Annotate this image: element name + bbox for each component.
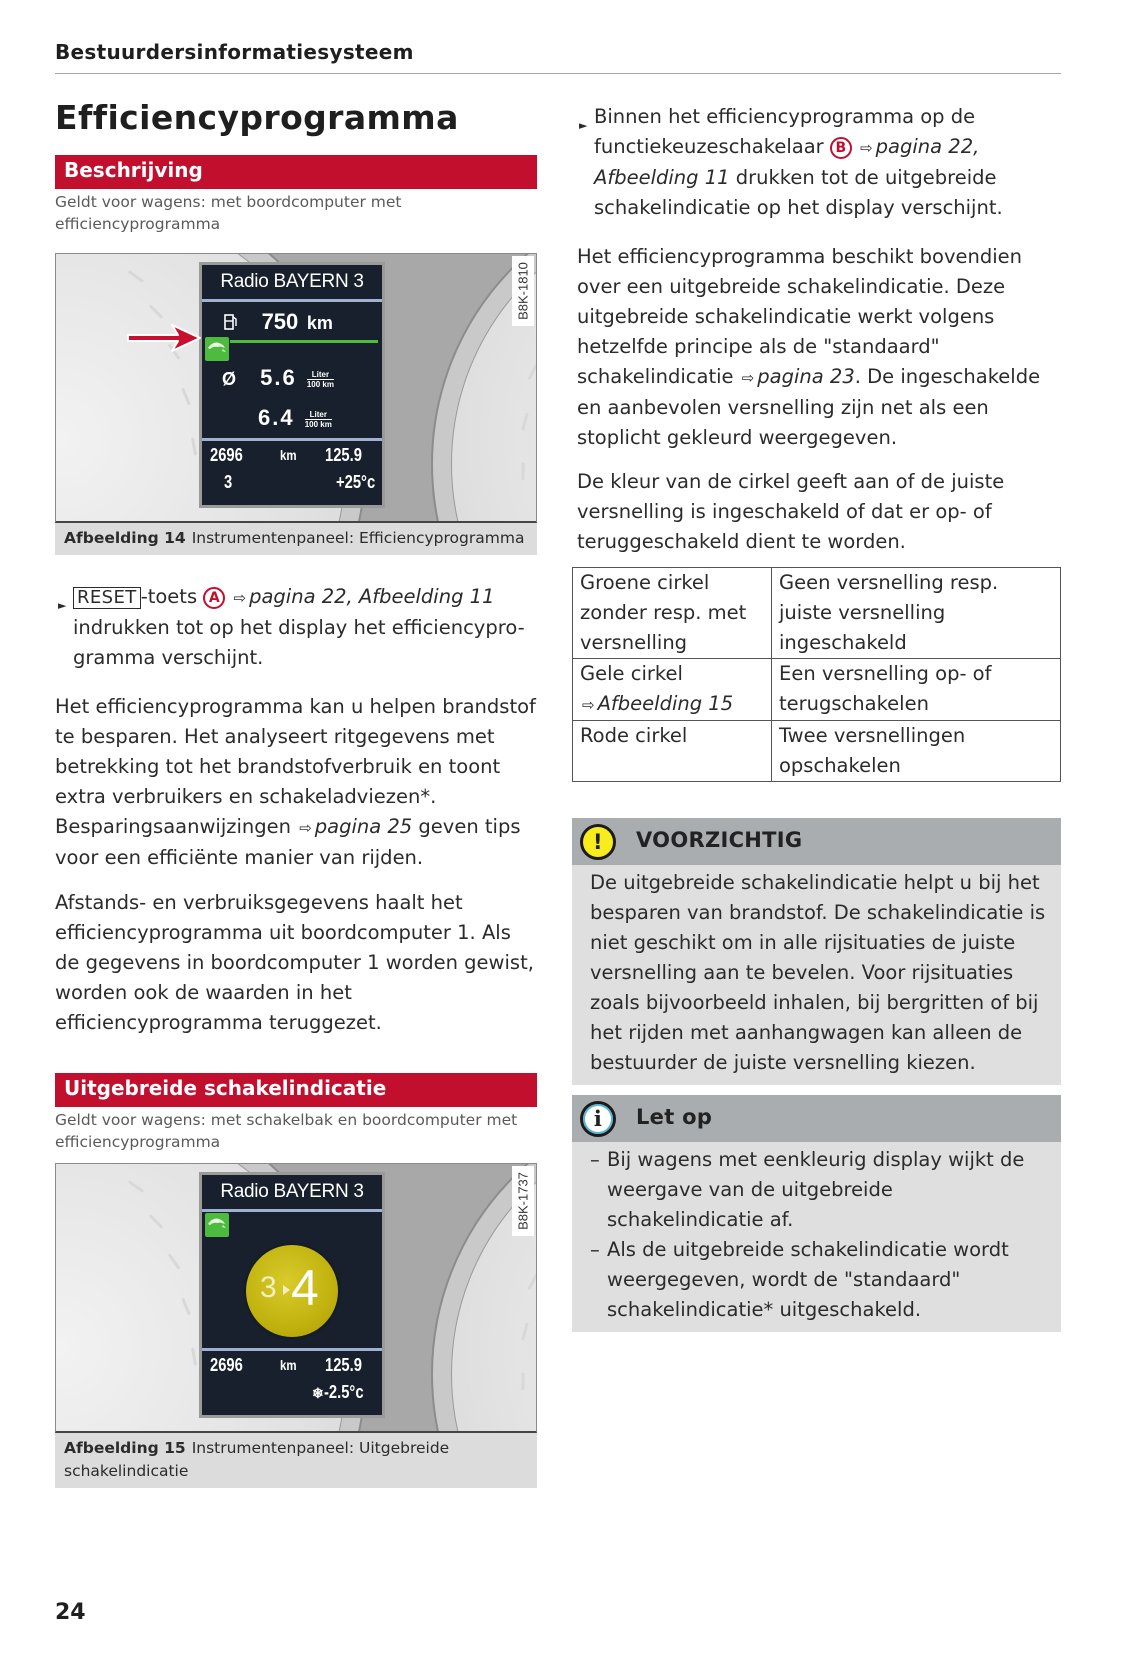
avg-consumption-row	[222, 365, 334, 391]
driver-info-display	[202, 1175, 382, 1415]
paragraph-extended-indicator: Het efficiencyprogramma beschikt bovendien over een uitgebreide schakelindicatie. Deze uitgebreide schakelindicatie werkt volgens hetzelfde principe als de "standaard" schakelindicatie ⇨ pagina 23. De ingeschakelde en aanbevolen versnelling zijn net als een stoplicht gekleurd weergegeven.	[577, 245, 1041, 449]
reference-arrow-icon: ⇨	[741, 369, 755, 387]
caution-header	[572, 818, 1061, 865]
reset-key: RESET	[73, 587, 141, 609]
display-divider	[202, 438, 382, 441]
gear-to: 4	[291, 1260, 319, 1316]
outside-temperature: +25°c	[336, 472, 376, 492]
outside-temperature: -2.5°c	[323, 1382, 364, 1402]
page-reference-link[interactable]: ⇨ pagina 22, Afbeelding 11	[594, 135, 980, 189]
driver-info-display-frame	[199, 262, 385, 508]
table-row	[573, 721, 1061, 782]
running-head: Bestuurdersinformatiesysteem	[55, 40, 1061, 74]
odometer-value: 2696	[210, 1355, 243, 1375]
note-title: Let op	[636, 1105, 713, 1129]
caution-title: VOORZICHTIG	[636, 828, 803, 852]
range-value: 750	[261, 309, 299, 334]
indicator-cell: Groene cirkel zonder resp. met versnelling	[573, 568, 772, 659]
consumption-unit: $\frac{\text{Liter}}{100 km}$	[304, 409, 332, 429]
red-pointer-arrow-icon	[126, 320, 204, 356]
shift-arrow-icon	[283, 1285, 290, 1295]
note-list	[572, 1142, 1061, 1332]
figure-caption	[55, 523, 537, 555]
bullet-triangle-icon: ►	[58, 599, 67, 612]
indicator-cell: Gele cirkel ⇨ Afbeelding 15	[573, 659, 772, 721]
reset-step: ► RESET -toets A ⇨ pagina 22, Afbeelding 11 indrukken tot op het display het efficiencypro- gramma verschijnt.	[58, 585, 525, 669]
callout-b: B	[830, 137, 852, 159]
paragraph-circle-color: De kleur van de cirkel geeft aan of de juiste versnelling is ingeschakeld of dat er op- of teruggeschakeld dient te worden.	[577, 470, 1005, 553]
odometer-unit: km	[280, 447, 297, 463]
driver-info-display	[202, 265, 382, 505]
section-heading-beschrijving: Beschrijving	[55, 155, 537, 189]
paragraph-efficiency-intro: Het efficiencyprogramma kan u helpen brandstof te besparen. Het analyseert ritgegevens met betrekking tot het brandstofverbruik en toont extra verbruikers en schakeladviezen*. Besparingsaanwijzingen ⇨ pagina 25 geven tips voor een efficiënte manier van rijden.	[55, 695, 536, 869]
applies-note: Geldt voor wagens: met boordcomputer met efficiencyprogramma	[55, 193, 402, 233]
radio-station: Radio BAYERN 3	[220, 271, 364, 292]
dolphin-eco-icon	[205, 1213, 229, 1237]
note-box	[572, 1095, 1061, 1332]
caution-text: De uitgebreide schakelindicatie helpt u bij het besparen van brandstof. De schakelindicatie is niet geschikt om in alle rijsituaties de juiste versnelling aan te bevelen. Voor rijsituaties zoals bijvoorbeeld inhalen, bij bergritten of bij het rijden met aanhangwagen kan alleen de bestuurder de juiste versnelling kiezen.	[590, 871, 1046, 1074]
figure-reference-link[interactable]: ⇨ Afbeelding 15	[582, 692, 734, 715]
function-selector-step: ► Binnen het efficiencyprogramma op de functiekeuzeschakelaar B ⇨ pagina 22, Afbeelding 11 drukken tot de uitgebreide schakelindicatie op het display verschijnt.	[579, 105, 1003, 219]
range-row	[224, 309, 333, 337]
figure-15	[55, 1163, 537, 1488]
reference-arrow-icon: ⇨	[582, 696, 595, 714]
display-divider	[202, 299, 382, 302]
avg-consumption-value: 5.6	[260, 365, 297, 390]
caption-label: Afbeelding 14	[64, 529, 186, 547]
current-consumption-value: 6.4	[258, 405, 295, 430]
indicator-cell: Rode cirkel	[573, 721, 772, 782]
section-heading-uitgebreide-schakelindicatie: Uitgebreide schakelindicatie	[55, 1073, 537, 1107]
gear-temp-row	[224, 472, 384, 493]
meaning-cell: Een versnelling op- of terugschakelen	[772, 659, 1061, 721]
consumption-unit: $\frac{\text{Liter}}{100 km}$	[306, 369, 334, 389]
odometer-value: 2696	[210, 445, 243, 465]
paragraph-data-source: Afstands- en verbruiksgegevens haalt het efficiencyprogramma uit boordcomputer 1. Als de gegevens in boordcomputer 1 worden gewist, worden ook de waarden in het efficiencyprogramma teruggezet.	[55, 891, 534, 1034]
gear-shift-circle	[246, 1245, 338, 1337]
page-reference-link[interactable]: ⇨ pagina 22, Afbeelding 11	[233, 585, 495, 608]
odometer-unit: km	[280, 1357, 297, 1373]
bullet-triangle-icon: ►	[579, 119, 588, 132]
circle-color-table	[572, 567, 1061, 782]
meaning-cell: Geen versnelling resp. juiste versnelling ingeschakeld	[772, 568, 1061, 659]
radio-station: Radio BAYERN 3	[220, 1181, 364, 1202]
caution-box	[572, 818, 1061, 1085]
warning-icon: !	[580, 824, 616, 860]
average-symbol: Ø	[222, 369, 237, 389]
table-row	[573, 659, 1061, 721]
driver-info-display-frame	[199, 1172, 385, 1418]
meaning-cell: Twee versnellingen opschakelen	[772, 721, 1061, 782]
fuel-pump-icon	[224, 313, 238, 337]
list-item: – Als de uitgebreide schakelindicatie wordt weergegeven, wordt de "standaard" schakelindicatie* uitgeschakeld.	[590, 1238, 1009, 1321]
instrument-panel-illustration	[55, 1163, 537, 1433]
figure-code: B8K-1810	[512, 256, 534, 326]
reference-arrow-icon: ⇨	[860, 139, 873, 157]
figure-code: B8K-1737	[512, 1166, 534, 1236]
eco-indicator-line	[230, 340, 378, 343]
current-consumption-row	[258, 405, 332, 431]
info-icon: i	[580, 1101, 616, 1137]
applies-note: Geldt voor wagens: met schakelbak en boordcomputer met efficiencyprogramma	[55, 1111, 518, 1151]
table-row	[573, 568, 1061, 659]
callout-a: A	[203, 587, 225, 609]
range-unit: km	[306, 313, 333, 333]
reference-arrow-icon: ⇨	[299, 819, 312, 837]
instrument-panel-illustration	[55, 253, 537, 523]
page-title: Efficiencyprogramma	[55, 98, 459, 137]
temperature-row	[312, 1382, 372, 1403]
reference-arrow-icon: ⇨	[233, 589, 247, 607]
figure-caption	[55, 1433, 537, 1488]
page-number: 24	[55, 1600, 86, 1625]
note-header	[572, 1095, 1061, 1142]
figure-14	[55, 253, 537, 555]
trip-value: 125.9	[325, 445, 362, 465]
caption-text: Instrumentenpaneel: Uitgebreide schakelindicatie	[64, 1439, 450, 1480]
caption-label: Afbeelding 15	[64, 1439, 186, 1457]
list-item: – Bij wagens met eenkleurig display wijkt de weergave van de uitgebreide schakelindicatie af.	[590, 1148, 1025, 1231]
display-divider	[202, 1209, 382, 1212]
gear-from: 3	[260, 1271, 277, 1304]
trip-value: 125.9	[325, 1355, 362, 1375]
display-divider	[202, 1348, 382, 1351]
caption-text: Instrumentenpaneel: Efficiencyprogramma	[191, 529, 525, 547]
current-gear: 3	[224, 472, 233, 492]
dolphin-eco-icon	[205, 337, 229, 361]
page-reference-link[interactable]: ⇨ pagina 23	[741, 365, 855, 388]
odometer-row	[210, 445, 378, 466]
page-reference-link[interactable]: ⇨ pagina 25	[299, 815, 413, 838]
odometer-row	[210, 1355, 378, 1376]
snowflake-icon: ❄	[312, 1385, 324, 1401]
